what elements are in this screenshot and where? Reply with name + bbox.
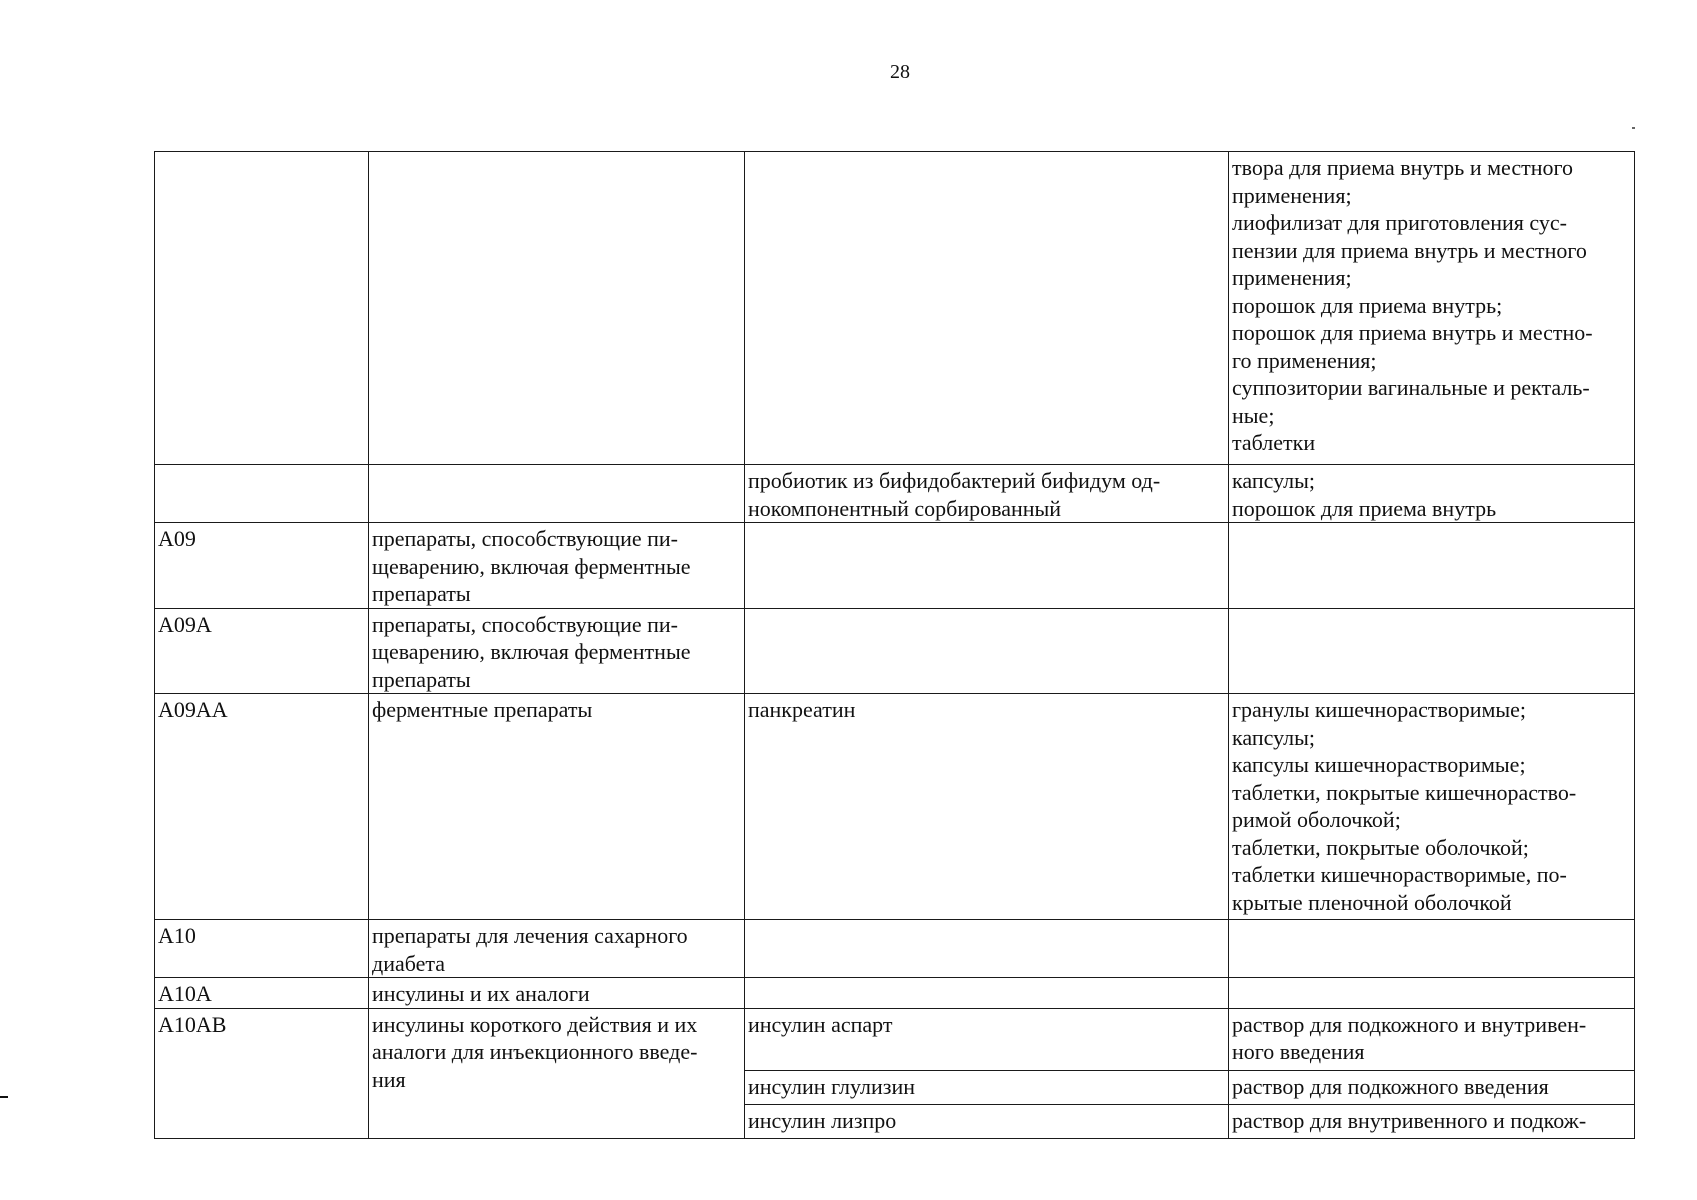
dosage-forms-cell-line: порошок для приема внутрь и местно- xyxy=(1232,320,1593,345)
scan-speck xyxy=(1632,127,1635,129)
dosage-forms-cell xyxy=(1229,978,1635,1009)
dosage-forms-cell-line: таблетки xyxy=(1232,430,1316,455)
dosage-forms-cell-line: таблетки кишечнорастворимые, по- xyxy=(1232,862,1567,887)
drug-name-cell-line: нокомпонентный сорбированный xyxy=(748,495,1062,521)
anatomic-group-cell xyxy=(369,920,745,978)
anatomic-group-cell-line: инсулины и их аналоги xyxy=(372,981,590,1006)
dosage-forms-cell-line: порошок для приема внутрь; xyxy=(1232,292,1503,318)
drug-name-cell xyxy=(745,608,1229,694)
dosage-forms-cell-line: ные; xyxy=(1232,402,1275,428)
dosage-forms-cell-line: раствор для подкожного введения xyxy=(1232,1073,1549,1099)
drug-name-cell: инсулин аспарт xyxy=(745,1008,1229,1070)
anatomic-group-cell xyxy=(369,608,745,694)
table-row xyxy=(155,978,1635,1009)
dosage-forms-cell xyxy=(1229,152,1635,465)
drug-name-cell: инсулин лизпро xyxy=(745,1104,1229,1138)
medication-table xyxy=(154,151,1635,1139)
atc-code-cell: A10 xyxy=(155,920,369,978)
anatomic-group-cell-line: щеварению, включая ферментные xyxy=(372,639,691,664)
anatomic-group-cell-line: диабета xyxy=(372,950,446,976)
dosage-forms-cell-line: применения; xyxy=(1232,182,1352,208)
dosage-forms-cell-line: ного введения xyxy=(1232,1039,1365,1064)
anatomic-group-cell-line: препараты xyxy=(372,666,471,692)
atc-code-cell xyxy=(155,152,369,465)
atc-code-cell xyxy=(155,465,369,523)
drug-name-cell-line: пробиотик из бифидобактерий бифидум од- xyxy=(748,468,1161,493)
dosage-forms-cell xyxy=(1229,694,1635,920)
anatomic-group-cell-line: аналоги для инъекционного введе- xyxy=(372,1039,698,1064)
dosage-forms-cell-line: таблетки, покрытые оболочкой; xyxy=(1232,834,1529,860)
dosage-forms-cell-line: римой оболочкой; xyxy=(1232,807,1401,832)
drug-name-cell xyxy=(745,978,1229,1009)
table-row xyxy=(155,465,1635,523)
anatomic-group-cell-line: препараты, способствующие пи- xyxy=(372,611,679,637)
margin-dash xyxy=(0,1096,8,1098)
dosage-forms-cell xyxy=(1229,608,1635,694)
anatomic-group-cell-line: препараты для лечения сахарного xyxy=(372,923,688,948)
anatomic-group-cell xyxy=(369,694,745,920)
table-row xyxy=(155,694,1635,920)
page-number: 28 xyxy=(890,61,910,83)
atc-code-cell: A10A xyxy=(155,978,369,1009)
anatomic-group-cell-line: щеварению, включая ферментные xyxy=(372,553,691,579)
dosage-forms-cell-line: капсулы кишечнорастворимые; xyxy=(1232,752,1526,777)
table-row xyxy=(155,152,1635,465)
dosage-forms-cell-line: капсулы; xyxy=(1232,468,1315,493)
drug-name-cell xyxy=(745,920,1229,978)
dosage-forms-cell xyxy=(1229,523,1635,609)
dosage-forms-cell xyxy=(1229,920,1635,978)
atc-code-cell: A09AA xyxy=(155,694,369,920)
dosage-forms-cell-line: гранулы кишечнорастворимые; xyxy=(1232,697,1527,722)
table-body xyxy=(155,152,1635,1139)
dosage-forms-cell xyxy=(1229,465,1635,523)
dosage-forms-cell-line: суппозитории вагинальные и ректаль- xyxy=(1232,375,1590,400)
table-row xyxy=(155,523,1635,609)
dosage-forms-cell-line: го применения; xyxy=(1232,347,1377,373)
anatomic-group-cell xyxy=(369,1008,745,1138)
dosage-forms-cell xyxy=(1229,1008,1635,1070)
dosage-forms-cell-line: лиофилизат для приготовления сус- xyxy=(1232,210,1567,235)
atc-code-cell: A09 xyxy=(155,523,369,609)
dosage-forms-cell-line: крытые пленочной оболочкой xyxy=(1232,889,1512,915)
anatomic-group-cell-line: ферментные препараты xyxy=(372,697,593,722)
drug-name-cell xyxy=(745,152,1229,465)
dosage-forms-cell-line: пензии для приема внутрь и местного xyxy=(1232,237,1587,263)
dosage-forms-cell-line: раствор для внутривенного и подкож- xyxy=(1232,1107,1587,1133)
anatomic-group-cell xyxy=(369,978,745,1009)
anatomic-group-cell xyxy=(369,152,745,465)
table-row xyxy=(155,608,1635,694)
drug-name-cell xyxy=(745,694,1229,920)
dosage-forms-cell xyxy=(1229,1070,1635,1104)
drug-name-cell xyxy=(745,465,1229,523)
anatomic-group-cell xyxy=(369,465,745,523)
atc-code-cell: A10AB xyxy=(155,1008,369,1138)
table-row xyxy=(155,920,1635,978)
dosage-forms-cell-line: порошок для приема внутрь xyxy=(1232,495,1497,521)
atc-code-cell: A09A xyxy=(155,608,369,694)
dosage-forms-cell xyxy=(1229,1104,1635,1138)
dosage-forms-cell-line: твора для приема внутрь и местного xyxy=(1232,155,1573,180)
drug-name-cell-line: панкреатин xyxy=(748,697,856,722)
anatomic-group-cell xyxy=(369,523,745,609)
anatomic-group-cell-line: ния xyxy=(372,1066,406,1092)
drug-name-cell: инсулин глулизин xyxy=(745,1070,1229,1104)
anatomic-group-cell-line: препараты xyxy=(372,581,471,606)
anatomic-group-cell-line: препараты, способствующие пи- xyxy=(372,526,679,551)
table-row xyxy=(155,1008,1635,1070)
anatomic-group-cell-line: инсулины короткого действия и их xyxy=(372,1011,698,1037)
dosage-forms-cell-line: капсулы; xyxy=(1232,724,1315,750)
dosage-forms-cell-line: таблетки, покрытые кишечнораство- xyxy=(1232,779,1577,805)
dosage-forms-cell-line: раствор для подкожного и внутривен- xyxy=(1232,1011,1587,1037)
dosage-forms-cell-line: применения; xyxy=(1232,265,1352,290)
drug-name-cell xyxy=(745,523,1229,609)
